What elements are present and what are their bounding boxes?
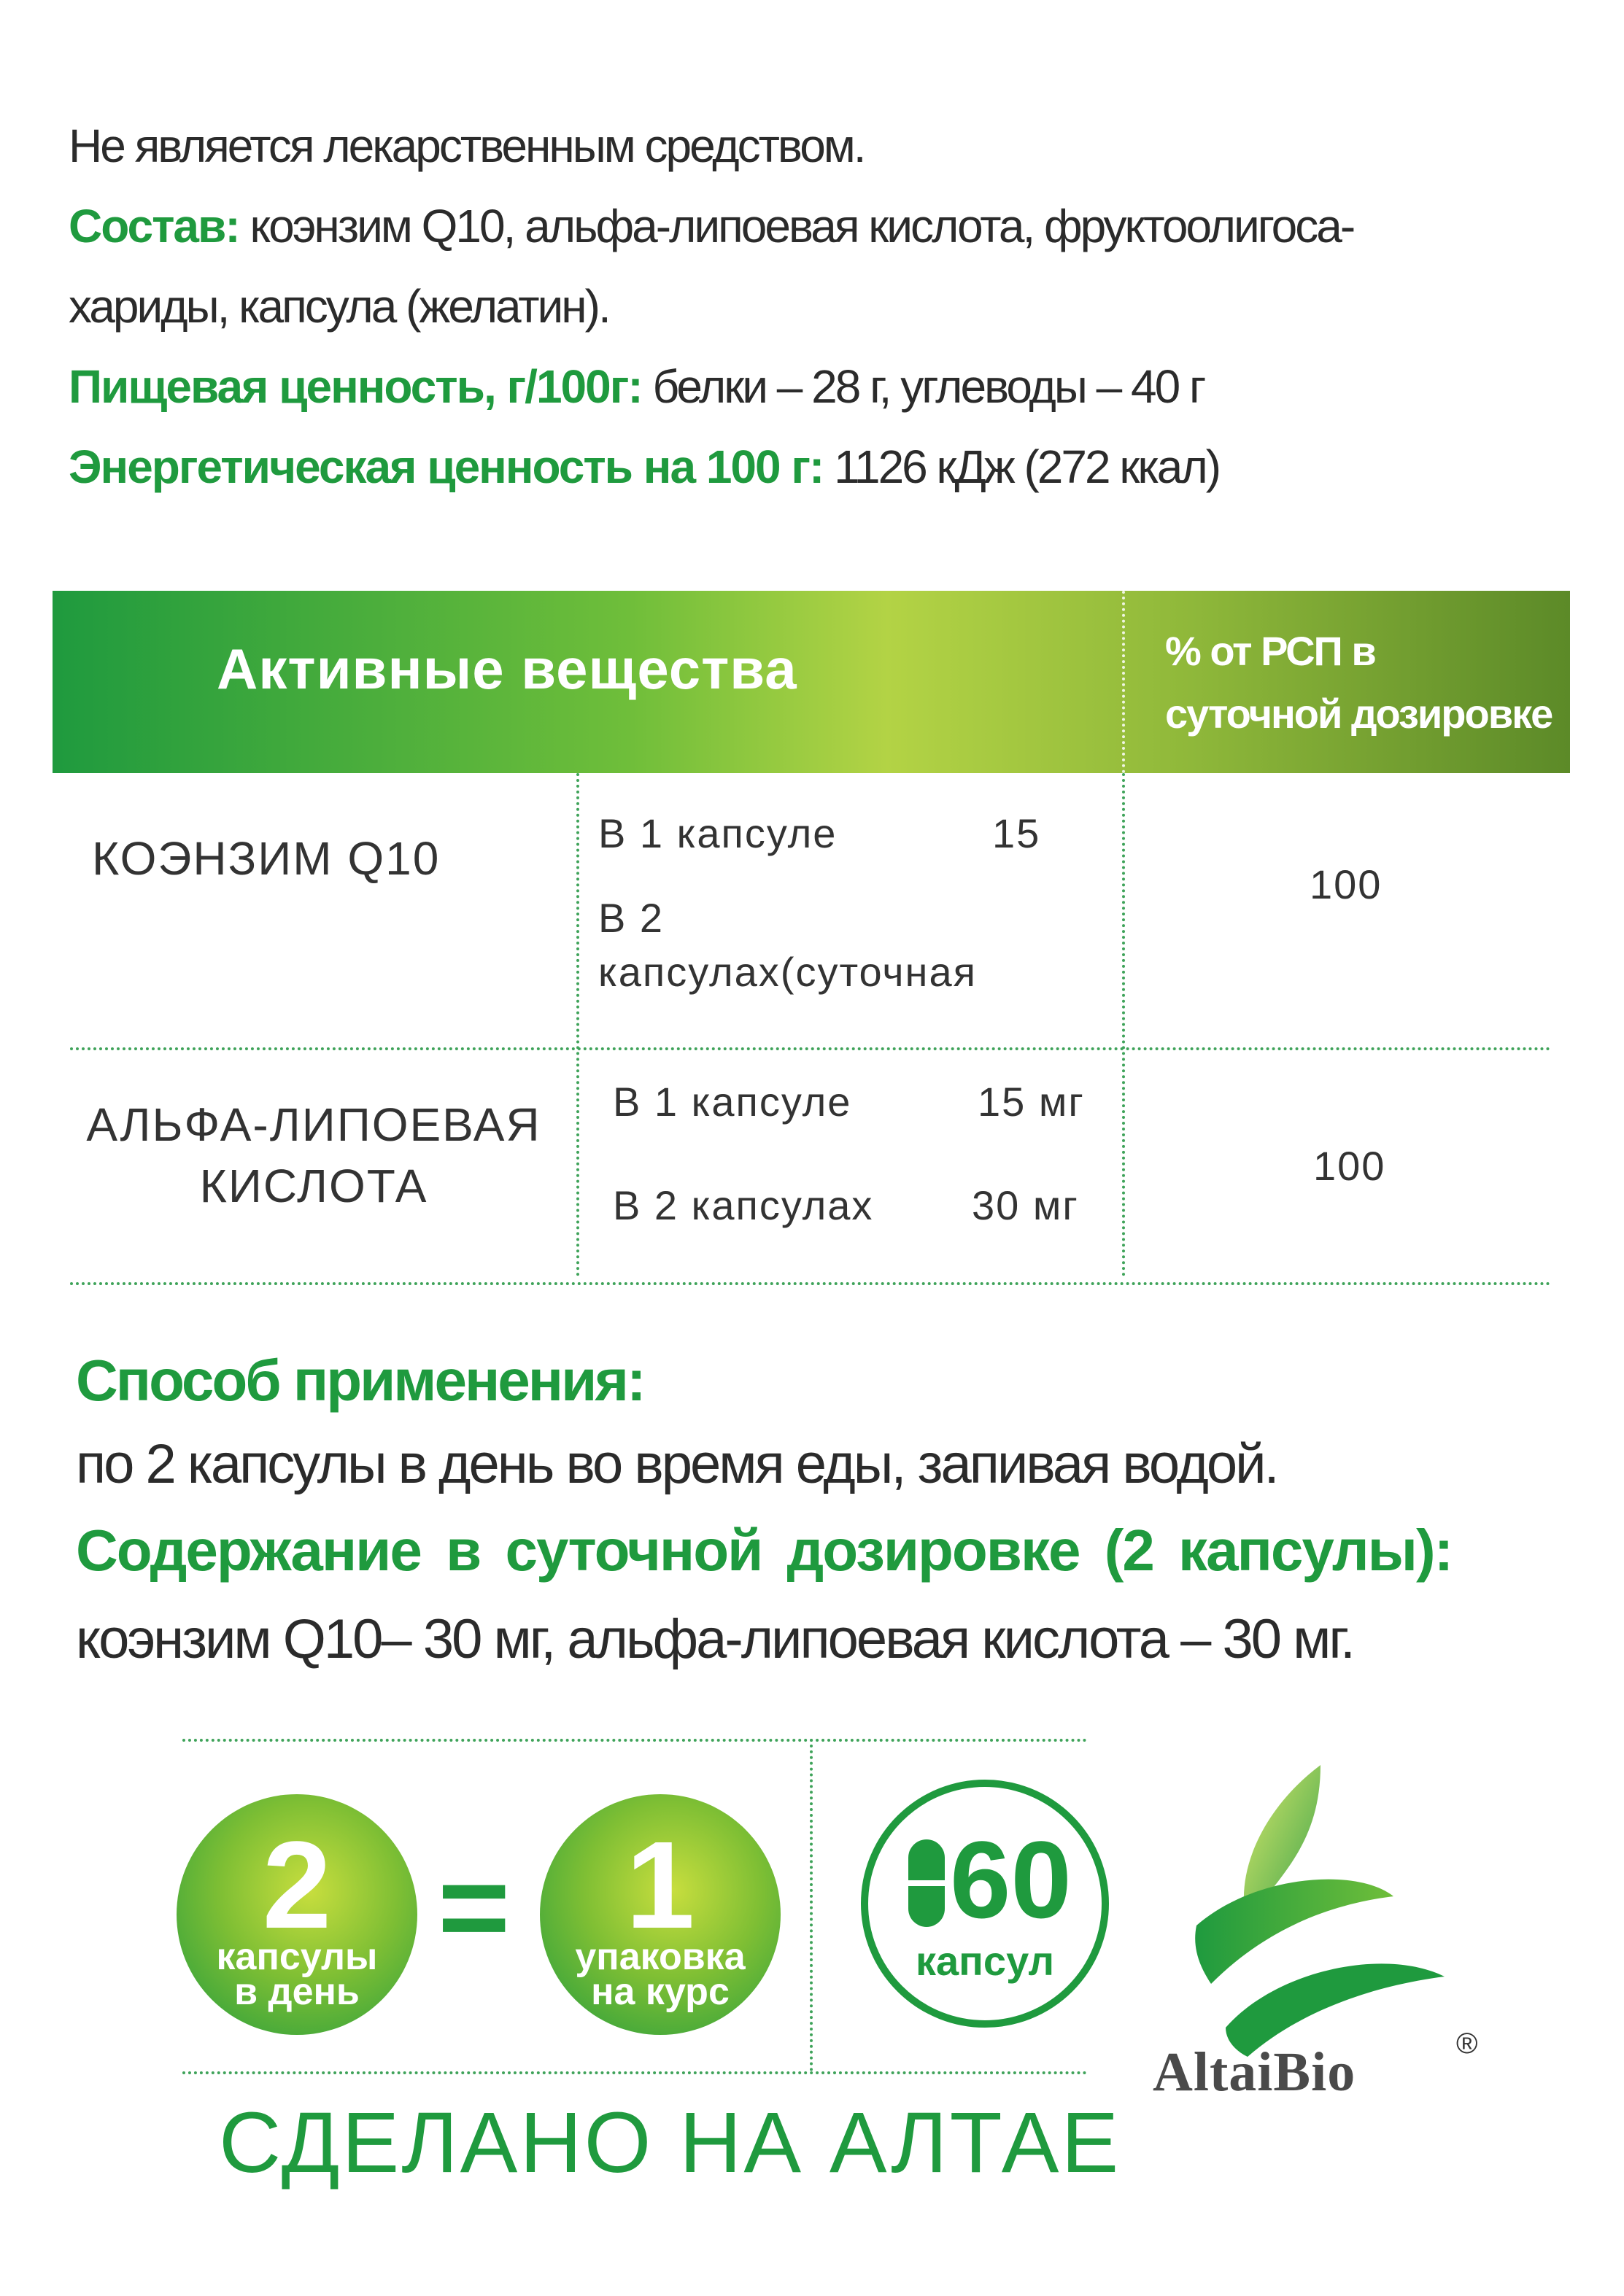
altaibio-logo <box>1153 1765 1503 2115</box>
table-divider-col-2 <box>1122 773 1125 1276</box>
course-text-2: на курс <box>591 1971 730 2013</box>
capsule-count-text: капсул <box>915 1938 1055 1984</box>
registered-mark: ® <box>1456 2028 1478 2060</box>
method-label: Способ применения: <box>76 1348 644 1413</box>
energy-line: Энергетическая ценность на 100 г: 1126 кДж (272 ккал) <box>69 441 1219 493</box>
equals-sign: = <box>438 1838 511 1977</box>
badges-vertical-divider <box>810 1739 813 2071</box>
per-day-number: 2 <box>262 1816 332 1955</box>
per-day-text-1: капсулы <box>216 1936 378 1978</box>
table-divider-row-1 <box>70 1047 1551 1050</box>
energy-label: Энергетическая ценность на 100 г: <box>69 441 824 493</box>
badges-top-divider <box>182 1739 1087 1742</box>
daily-dose-text: коэнзим Q10– 30 мг, альфа-липоевая кислота – 30 мг. <box>76 1608 1353 1670</box>
nutrition-line: Пищевая ценность, г/100г: белки – 28 г, углеводы – 40 г <box>69 360 1205 413</box>
badges-bottom-divider <box>182 2071 1087 2074</box>
table-row-1-name: КОЭНЗИМ Q10 <box>92 832 441 885</box>
table-row-2-rsp: 100 <box>1313 1143 1386 1189</box>
table-row-1-dose-1-label: В 1 капсуле <box>598 810 838 856</box>
course-badge <box>540 1794 781 2035</box>
table-row-1-dose-1-value: 15 <box>992 810 1041 856</box>
table-row-1-dose-2-label-1: В 2 <box>598 895 665 941</box>
per-day-text-2: в день <box>234 1971 360 2013</box>
disclaimer: Не является лекарственным средством. <box>69 120 865 172</box>
capsule-count-badge <box>861 1780 1109 2028</box>
header-rsp: % от РСП в суточной дозировке <box>1165 628 1553 737</box>
table-row-1-dose-2-label-2: капсулах(суточная <box>598 949 977 995</box>
table-header <box>53 591 1570 773</box>
capsule-count-number: 60 <box>950 1818 1072 1941</box>
table-row-2-dose-2-label: В 2 капсулах <box>613 1182 874 1228</box>
capsule-icon <box>908 1839 945 1927</box>
table-row-1-rsp: 100 <box>1310 861 1383 907</box>
method-text: по 2 капсулы в день во время еды, запивая водой. <box>76 1433 1277 1495</box>
table-row-2-dose-1-label: В 1 капсуле <box>613 1079 852 1125</box>
header-divider <box>1122 591 1125 773</box>
header-substances: Активные вещества <box>217 637 797 701</box>
composition-label: Состав: <box>69 200 239 252</box>
table-row-2-name: АЛЬФА-ЛИПОЕВАЯ КИСЛОТА <box>86 1098 541 1212</box>
table-divider-row-2 <box>70 1282 1551 1285</box>
composition-line-2: хариды, капсула (желатин). <box>69 280 609 333</box>
nutrition-label: Пищевая ценность, г/100г: <box>69 360 642 413</box>
composition-line-1: Состав: коэнзим Q10, альфа-липоевая кислота, фруктоолигоса- <box>69 200 1354 252</box>
table-row-2-dose-1-value: 15 мг <box>978 1079 1085 1125</box>
table-row-2-dose-2-value: 30 мг <box>972 1182 1079 1228</box>
course-text-1: упаковка <box>575 1936 746 1978</box>
course-number: 1 <box>625 1816 695 1955</box>
per-day-badge <box>177 1794 417 2035</box>
brand-name: AltaiBio <box>1153 2041 1356 2103</box>
made-in-altai: СДЕЛАНО НА АЛТАЕ <box>219 2095 1121 2191</box>
daily-dose-label: Содержание в суточной дозировке (2 капсулы): <box>76 1518 1453 1583</box>
table-divider-col-1 <box>576 773 579 1276</box>
